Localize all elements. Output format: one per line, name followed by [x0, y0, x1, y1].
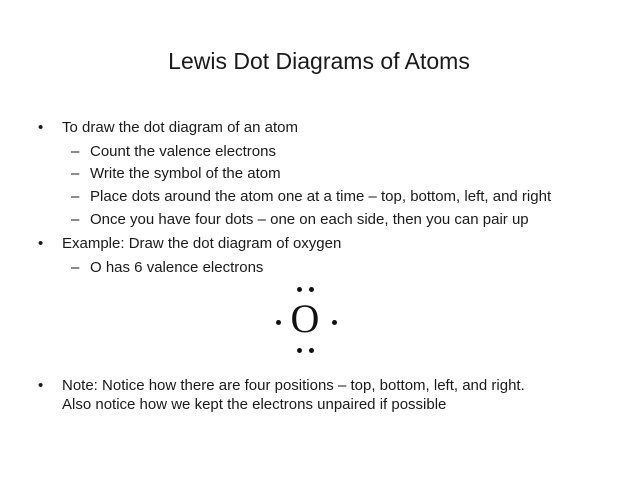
sub-bullet-text: Once you have four dots – one on each side, then you can pair up	[90, 211, 529, 228]
sub-bullet-text: O has 6 valence electrons	[90, 259, 264, 276]
sub-bullet-marker: –	[71, 211, 80, 228]
sub-bullet-marker: –	[71, 143, 80, 160]
electron-dot-top	[309, 287, 314, 292]
sub-bullet-text: Write the symbol of the atom	[90, 165, 281, 182]
sub-bullet-marker: –	[71, 165, 80, 182]
electron-dot-bottom	[297, 348, 302, 353]
lewis-dot-diagram	[260, 280, 350, 360]
note-text-line-1: Note: Notice how there are four positions – top, bottom, left, and right.	[62, 377, 525, 394]
sub-bullet-text: Count the valence electrons	[90, 143, 276, 160]
sub-bullet-text: Place dots around the atom one at a time – top, bottom, left, and right	[90, 188, 552, 205]
bullet-text: To draw the dot diagram of an atom	[62, 119, 298, 136]
slide-title: Lewis Dot Diagrams of Atoms	[168, 48, 470, 74]
note-text-line-2: Also notice how we kept the electrons unpaired if possible	[62, 396, 447, 413]
sub-bullet-marker: –	[71, 188, 80, 205]
bullet-marker: •	[38, 119, 44, 136]
bullet-text: Example: Draw the dot diagram of oxygen	[62, 235, 342, 252]
electron-dot-left	[276, 320, 281, 325]
sub-bullet-marker: –	[71, 259, 80, 276]
electron-dot-bottom	[309, 348, 314, 353]
electron-dot-right	[332, 320, 337, 325]
bullet-marker: •	[38, 377, 44, 394]
element-symbol: O	[290, 296, 320, 341]
bullet-marker: •	[38, 235, 44, 252]
electron-dot-top	[297, 287, 302, 292]
